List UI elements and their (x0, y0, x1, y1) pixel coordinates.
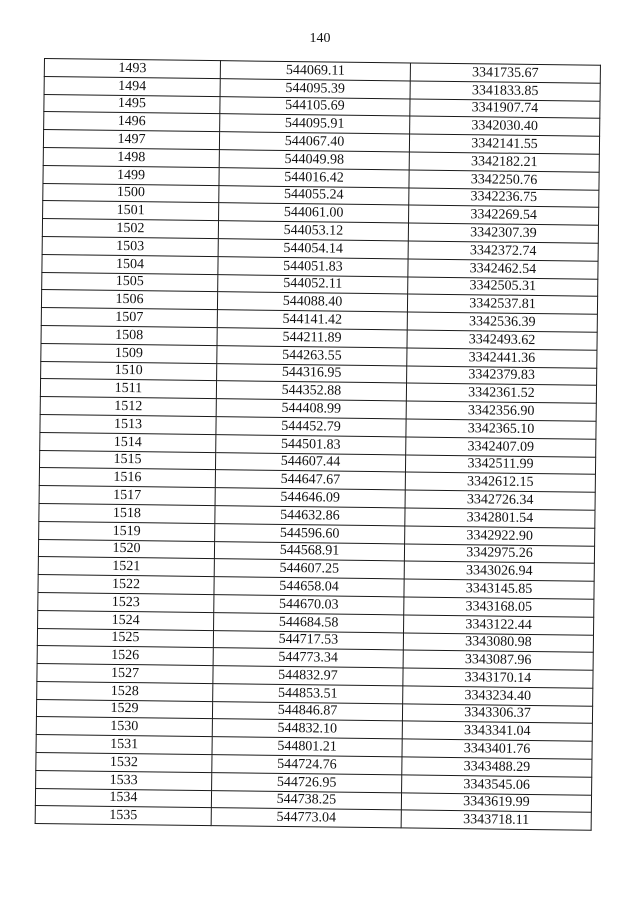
x-coordinate-cell: 544316.95 (217, 363, 407, 383)
x-coordinate-cell: 544095.91 (220, 114, 410, 134)
x-coordinate-cell: 544632.86 (215, 506, 405, 526)
point-number-cell: 1493 (44, 59, 220, 79)
y-coordinate-cell: 3342537.81 (407, 294, 597, 314)
x-coordinate-cell: 544055.24 (219, 185, 409, 205)
y-coordinate-cell: 3343145.85 (404, 579, 594, 599)
point-number-cell: 1517 (39, 486, 215, 506)
point-number-cell: 1496 (44, 112, 220, 132)
point-number-cell: 1526 (37, 646, 213, 666)
y-coordinate-cell: 3342365.10 (406, 419, 596, 439)
y-coordinate-cell: 3342236.75 (409, 188, 599, 208)
x-coordinate-cell: 544801.21 (212, 737, 402, 757)
y-coordinate-cell: 3342922.90 (405, 526, 595, 546)
x-coordinate-cell: 544501.83 (216, 434, 406, 454)
point-number-cell: 1518 (39, 503, 215, 523)
x-coordinate-cell: 544832.10 (212, 719, 402, 739)
x-coordinate-cell: 544069.11 (220, 61, 410, 81)
y-coordinate-cell: 3342361.52 (406, 383, 596, 403)
x-coordinate-cell: 544684.58 (214, 612, 404, 632)
y-coordinate-cell: 3343234.40 (403, 686, 593, 706)
x-coordinate-cell: 544773.04 (211, 808, 401, 828)
point-number-cell: 1495 (44, 94, 220, 114)
point-number-cell: 1524 (38, 610, 214, 630)
point-number-cell: 1528 (37, 681, 213, 701)
point-number-cell: 1507 (41, 308, 217, 328)
coordinates-table (35, 58, 601, 831)
y-coordinate-cell: 3342536.39 (407, 312, 597, 332)
point-number-cell: 1525 (37, 628, 213, 648)
y-coordinate-cell: 3342462.54 (408, 259, 598, 279)
x-coordinate-cell: 544607.25 (214, 559, 404, 579)
point-number-cell: 1510 (41, 361, 217, 381)
x-coordinate-cell: 544726.95 (212, 772, 402, 792)
y-coordinate-cell: 3342356.90 (406, 401, 596, 421)
y-coordinate-cell: 3342801.54 (405, 508, 595, 528)
y-coordinate-cell: 3341735.67 (410, 63, 600, 83)
x-coordinate-cell: 544061.00 (219, 203, 409, 223)
y-coordinate-cell: 3343087.96 (403, 650, 593, 670)
y-coordinate-cell: 3343306.37 (402, 704, 592, 724)
x-coordinate-cell: 544051.83 (218, 256, 408, 276)
x-coordinate-cell: 544053.12 (218, 221, 408, 241)
y-coordinate-cell: 3343619.99 (401, 793, 591, 813)
x-coordinate-cell: 544647.67 (215, 470, 405, 490)
x-coordinate-cell: 544607.44 (215, 452, 405, 472)
point-number-cell: 1497 (43, 130, 219, 150)
x-coordinate-cell: 544052.11 (218, 274, 408, 294)
point-number-cell: 1512 (40, 397, 216, 417)
x-coordinate-cell: 544452.79 (216, 417, 406, 437)
point-number-cell: 1530 (36, 717, 212, 737)
point-number-cell: 1500 (43, 183, 219, 203)
point-number-cell: 1503 (42, 236, 218, 256)
point-number-cell: 1520 (38, 539, 214, 559)
y-coordinate-cell: 3342505.31 (408, 277, 598, 297)
y-coordinate-cell: 3341907.74 (410, 99, 600, 119)
x-coordinate-cell: 544773.34 (213, 648, 403, 668)
point-number-cell: 1511 (40, 379, 216, 399)
y-coordinate-cell: 3343026.94 (404, 561, 594, 581)
y-coordinate-cell: 3341833.85 (410, 81, 600, 101)
point-number-cell: 1519 (39, 521, 215, 541)
x-coordinate-cell: 544724.76 (212, 755, 402, 775)
y-coordinate-cell: 3343488.29 (402, 757, 592, 777)
x-coordinate-cell: 544054.14 (218, 239, 408, 259)
x-coordinate-cell: 544067.40 (219, 132, 409, 152)
y-coordinate-cell: 3343545.06 (402, 775, 592, 795)
point-number-cell: 1494 (44, 76, 220, 96)
point-number-cell: 1535 (35, 806, 211, 826)
x-coordinate-cell: 544095.39 (220, 78, 410, 98)
point-number-cell: 1499 (43, 165, 219, 185)
x-coordinate-cell: 544105.69 (220, 96, 410, 116)
x-coordinate-cell: 544568.91 (214, 541, 404, 561)
y-coordinate-cell: 3343122.44 (404, 615, 594, 635)
point-number-cell: 1506 (41, 290, 217, 310)
y-coordinate-cell: 3342493.62 (407, 330, 597, 350)
y-coordinate-cell: 3343170.14 (403, 668, 593, 688)
y-coordinate-cell: 3343168.05 (404, 597, 594, 617)
x-coordinate-cell: 544088.40 (217, 292, 407, 312)
point-number-cell: 1529 (36, 699, 212, 719)
y-coordinate-cell: 3342182.21 (409, 152, 599, 172)
x-coordinate-cell: 544670.03 (214, 595, 404, 615)
x-coordinate-cell: 544738.25 (211, 790, 401, 810)
y-coordinate-cell: 3342441.36 (407, 348, 597, 368)
y-coordinate-cell: 3342372.74 (408, 241, 598, 261)
x-coordinate-cell: 544141.42 (217, 310, 407, 330)
x-coordinate-cell: 544211.89 (217, 328, 407, 348)
point-number-cell: 1502 (42, 219, 218, 239)
x-coordinate-cell: 544596.60 (215, 523, 405, 543)
x-coordinate-cell: 544846.87 (212, 701, 402, 721)
page-number: 140 (309, 31, 331, 46)
point-number-cell: 1498 (43, 147, 219, 167)
y-coordinate-cell: 3342726.34 (405, 490, 595, 510)
x-coordinate-cell: 544263.55 (217, 345, 407, 365)
x-coordinate-cell: 544717.53 (213, 630, 403, 650)
point-number-cell: 1514 (40, 432, 216, 452)
coordinates-table-body (35, 59, 600, 831)
y-coordinate-cell: 3343080.98 (403, 632, 593, 652)
x-coordinate-cell: 544352.88 (216, 381, 406, 401)
point-number-cell: 1534 (35, 788, 211, 808)
y-coordinate-cell: 3342511.99 (405, 454, 595, 474)
point-number-cell: 1531 (36, 735, 212, 755)
point-number-cell: 1505 (42, 272, 218, 292)
point-number-cell: 1533 (36, 770, 212, 790)
x-coordinate-cell: 544049.98 (219, 150, 409, 170)
y-coordinate-cell: 3342407.09 (406, 437, 596, 457)
y-coordinate-cell: 3342250.76 (409, 170, 599, 190)
point-number-cell: 1523 (38, 592, 214, 612)
point-number-cell: 1513 (40, 414, 216, 434)
y-coordinate-cell: 3343401.76 (402, 739, 592, 759)
x-coordinate-cell: 544016.42 (219, 167, 409, 187)
y-coordinate-cell: 3342030.40 (410, 116, 600, 136)
point-number-cell: 1508 (41, 325, 217, 345)
point-number-cell: 1501 (43, 201, 219, 221)
x-coordinate-cell: 544832.97 (213, 666, 403, 686)
y-coordinate-cell: 3343341.04 (402, 721, 592, 741)
x-coordinate-cell: 544408.99 (216, 399, 406, 419)
point-number-cell: 1521 (38, 557, 214, 577)
y-coordinate-cell: 3342269.54 (409, 205, 599, 225)
y-coordinate-cell: 3342975.26 (404, 543, 594, 563)
point-number-cell: 1504 (42, 254, 218, 274)
point-number-cell: 1532 (36, 753, 212, 773)
x-coordinate-cell: 544646.09 (215, 488, 405, 508)
y-coordinate-cell: 3342379.83 (407, 366, 597, 386)
point-number-cell: 1522 (38, 575, 214, 595)
y-coordinate-cell: 3342612.15 (405, 472, 595, 492)
point-number-cell: 1515 (39, 450, 215, 470)
y-coordinate-cell: 3342141.55 (409, 134, 599, 154)
y-coordinate-cell: 3343718.11 (401, 810, 591, 830)
point-number-cell: 1516 (39, 468, 215, 488)
x-coordinate-cell: 544853.51 (213, 684, 403, 704)
point-number-cell: 1509 (41, 343, 217, 363)
y-coordinate-cell: 3342307.39 (408, 223, 598, 243)
x-coordinate-cell: 544658.04 (214, 577, 404, 597)
point-number-cell: 1527 (37, 664, 213, 684)
